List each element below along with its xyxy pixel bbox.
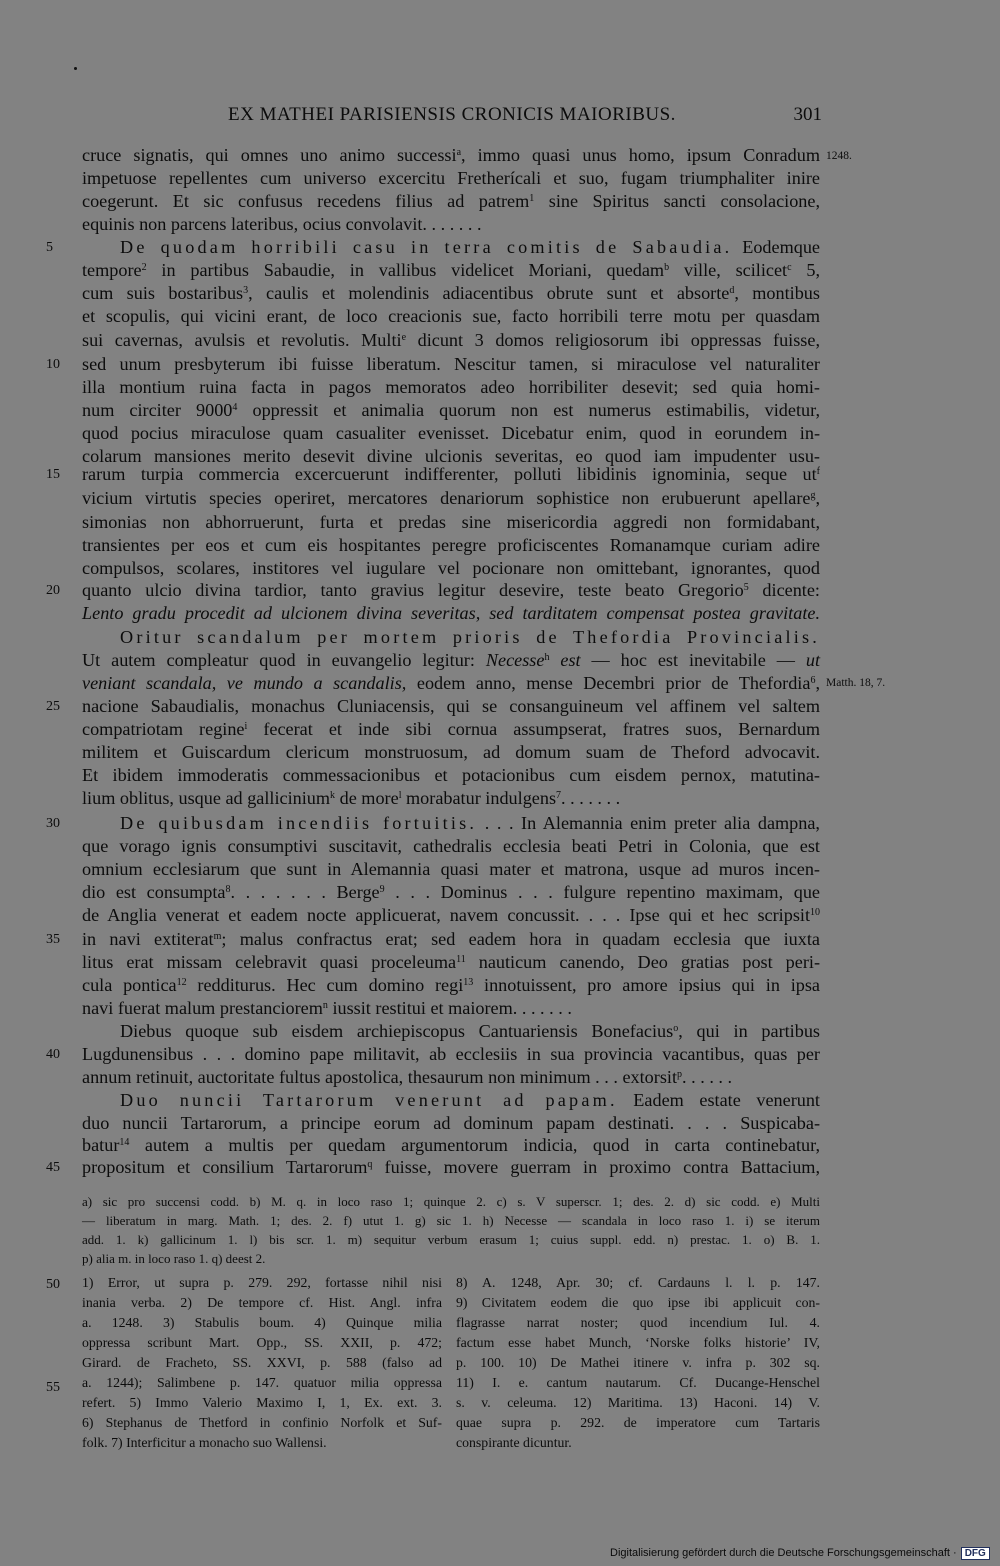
text-line: militem et Guiscardum clericum monstruosum, ad domum suam de Theford advocavit.: [82, 742, 820, 762]
section-heading-line: De quodam horribili casu in terra comitis de Sabaudia. Eodemque: [120, 237, 820, 257]
text-line: Diebus quoque sub eisdem archiepiscopus Cantuariensis Bonefacius$^o$, qui in partibus: [120, 1021, 821, 1041]
footnote-line: 1) Error, ut supra p. 279. 292, fortasse nihil nisi: [82, 1275, 442, 1290]
text-line: in navi extiterat$^m$; malus confractus erat; sed eadem hora in quadam ecclesia que iuxta: [82, 929, 820, 949]
section-heading: De quodam horribili casu in terra comitis de Sabaudia.: [120, 237, 733, 257]
footnote-line: flagrasse narrat noster; quod incendium Iul. 4.: [456, 1315, 820, 1330]
footnote-line: folk. 7) Interficitur a monacho suo Wallensi.: [82, 1435, 327, 1450]
digitization-credit: [610, 1547, 990, 1560]
line-number: 35: [46, 932, 60, 947]
text-line: Et ibidem immoderatis commessacionibus et potacionibus cum eisdem pernox, matutina-: [82, 765, 820, 785]
text-line: equinis non parcens lateribus, ocius convolavit. . . . . . .: [82, 214, 482, 234]
line-number: 55: [46, 1380, 60, 1395]
footnote-line: 11) I. e. cantum nautarum. Cf. Ducange-Henschel: [456, 1375, 820, 1390]
line-number: 25: [46, 699, 60, 714]
line-number: 50: [46, 1277, 60, 1292]
line-number: 5: [46, 240, 53, 255]
text-line: cula pontica$^{12}$ redditurus. Hec cum domino regi$^{13}$ innotuissent, pro amore ipsius qui in ipsa: [82, 975, 820, 995]
footnote-line: p. 100. 10) De Mathei itinere v. infra p. 302 sq.: [456, 1355, 820, 1370]
text-line: batur$^{14}$ autem a multis per quedam argumentorum indicia, quod in carta continebatur,: [82, 1135, 820, 1155]
running-title: EX MATHEI PARISIENSIS CRONICIS MAIORIBUS.: [228, 104, 676, 125]
text-line: de Anglia venerat et eadem nocte applicuerat, navem concussit. . . . Ipse qui et hec scripsit$^{10}$: [82, 905, 820, 925]
section-heading: De quibusdam incendiis fortuitis.: [120, 813, 478, 833]
footnote-line: quae supra p. 292. de imperatore cum Tartaris: [456, 1415, 820, 1430]
text-line: simonias non abhorruerunt, furta et predas sine misericordia aggredi non formidabant,: [82, 512, 820, 532]
text-line: colarum mansiones merito desevit divine ulcionis severitas, eo quod iam impudenter usu-: [82, 446, 820, 466]
footnote-line: refert. 5) Immo Valerio Maximo I, 1, Ex. ext. 3.: [82, 1395, 442, 1410]
text-line: litus erat missam celebravit quasi proceleuma$^{11}$ nauticum canendo, Deo gratias post peri-: [82, 952, 821, 972]
footnote-line: 9) Civitatem eodem die quo ipse ibi applicuit con-: [456, 1295, 820, 1310]
section-heading-line: Duo nuncii Tartarorum venerunt ad papam. Eadem estate venerunt: [120, 1090, 820, 1110]
apparatus-line: add. 1. k) gallicinum 1. l) bis scr. 1. m) sequitur verbum erasum 1; cuius suppl. edd. n) prestac. 1. o) B. 1.: [82, 1232, 820, 1247]
line-number: 40: [46, 1047, 60, 1062]
page-number: 301: [793, 104, 822, 125]
text-line: omnium ecclesiarum que sunt in Alemannia quasi mater et matrona, usque ad muros incen-: [82, 859, 820, 879]
text-line: rarum turpia commercia excercuerunt indifferenter, polluti libidinis ignominia, seque $ut^f$: [82, 464, 820, 484]
text-line: impetuose repellentes cum universo excercitu Fretherícali et suo, fugam triumphaliter inire: [82, 168, 820, 188]
text-line: num circiter 9000$^4$ oppressit et animalia quorum non est numerus estimabilis, videtur,: [82, 400, 820, 420]
text-line: Ut autem compleatur quod in euvangelio legitur: Necesse$^h$ est — hoc est inevitabile — ut: [82, 650, 820, 670]
text-line: compulsos, scolares, institores vel iugulare vel pocionare non omittebant, ignorantes, quod: [82, 558, 820, 578]
credit-text: Digitalisierung gefördert durch die Deutsche Forschungsgemeinschaft ·: [610, 1547, 957, 1559]
text-line: compatriotam regine$^i$ fecerat et inde sibi cornua assumpserat, fratres suos, Bernardum: [82, 719, 821, 739]
margin-bible-ref: Matth. 18, 7.: [826, 677, 886, 689]
text-line: dio est consumpta$^8$. . . . . . . Berge$^9$ . . . Dominus . . . fulgure repentino maximam, que: [82, 882, 820, 902]
text-line: coegerunt. Et sic confusus recedens filius ad patrem$^1$ sine Spiritus sancti consolacione,: [82, 191, 820, 211]
footnote-line: a. 1244); Salimbene p. 147. quatuor milia oppressa: [82, 1375, 442, 1390]
line-number: 15: [46, 467, 60, 482]
line-number: 30: [46, 816, 60, 831]
text-line: quanto ulcio divina tardior, tanto gravius legitur desevire, teste beato Gregorio$^5$ dicente:: [82, 580, 820, 600]
footnote-line: 6) Stephanus de Thetford in confinio Norfolk et Suf-: [82, 1415, 442, 1430]
text-line: annum retinuit, auctoritate fultus apostolica, thesaurum non minimum . . . extorsit$^p$. . . . . .: [82, 1067, 733, 1087]
page-header: [82, 104, 822, 128]
text-line: et scopulis, qui vicini erant, de loco creacionis sue, facto horribili terre motu per quasdam: [82, 306, 820, 326]
footnote-line: 8) A. 1248, Apr. 30; cf. Cardauns l. l. p. 147.: [456, 1275, 820, 1290]
section-heading: Duo nuncii Tartarorum venerunt ad papam.: [120, 1090, 618, 1110]
line-number: 45: [46, 1160, 60, 1175]
quotation-line: Lento gradu procedit ad ulcionem divina severitas, sed tarditatem compensat postea gravitate.: [82, 603, 820, 623]
footnote-line: Girard. de Fracheto, SS. XXVI, p. 588 (falso ad: [82, 1355, 442, 1370]
text-line: Lugdunensibus . . . domino pape militavit, ab ecclesiis in sua provincia vacantibus, quas per: [82, 1044, 820, 1064]
apparatus-line: a) sic pro succensi codd. b) M. q. in loco raso 1; quinque 2. c) s. V superscr. 1; des. 2. d) sic codd. e) Multi: [82, 1194, 820, 1209]
text-line: lium oblitus, usque ad gallicinium$^k$ de more$^l$ morabatur indulgens$^7$. . . . . . .: [82, 788, 621, 808]
apparatus-line: — liberatum in marg. Math. 1; des. 2. f) utut 1. g) sic 1. h) Necesse — scandala in loco raso 1. i) se iterum: [82, 1213, 820, 1228]
footnote-line: conspirante dicuntur.: [456, 1435, 572, 1450]
section-heading: Oritur scandalum per mortem prioris de Thefordia Provincialis.: [120, 627, 820, 647]
footnote-line: a. 1248. 3) Stabulis boum. 4) Quinque milia: [82, 1315, 442, 1330]
text-line: quod pocius miraculose quam casualiter evenisset. Dicebatur enim, quod in eorundem in-: [82, 423, 820, 443]
footnote-line: inania verba. 2) De tempore cf. Hist. Angl. infra: [82, 1295, 442, 1310]
section-heading-line: De quibusdam incendiis fortuitis. . . . In Alemannia enim preter alia dampna,: [120, 813, 820, 833]
text-line: cum suis bostaribus$^3$, caulis et molendinis adiacentibus obrute sunt et absorte$^d$, montibus: [82, 283, 820, 303]
line-number: 10: [46, 357, 60, 372]
footnote-line: oppressa scribunt Mart. Opp., SS. XXII, p. 472;: [82, 1335, 442, 1350]
line-number: 20: [46, 583, 60, 598]
text-line: que vorago ignis consumptivi suscitavit, cathedralis ecclesia beati Petri in Colonia, que est: [82, 836, 820, 856]
text-line: cruce signatis, qui omnes uno animo successi$^a$, immo quasi unus homo, ipsum Conradum: [82, 145, 820, 165]
text-line: vicium virtutis species operiret, mercatores denariorum sophistice non erubuerunt apellare$^g$,: [82, 488, 820, 508]
text-line: duo nuncii Tartarorum, a principe eorum ad dominum papam destinati. . . . Suspicaba-: [82, 1113, 820, 1133]
text-line: illa montium ruina facta in pagos memoratos adeo horribiliter desevit; sed quia homi-: [82, 377, 820, 397]
margin-year: 1248.: [826, 150, 852, 162]
text-line: navi fuerat malum prestanciorem$^n$ iussit restitui et maiorem. . . . . . .: [82, 998, 572, 1018]
text-line: transientes per eos et cum eis hospitantes peregre proficiscentes Romanamque curiam adire: [82, 535, 820, 555]
text-line: tempore$^2$ in partibus Sabaudie, in vallibus videlicet Moriani, quedam$^b$ ville, scilicet$^c$ 5,: [82, 260, 820, 280]
text-line: veniant scandala, ve mundo a scandalis, eodem anno, mense Decembri prior de Thefordia$^6$,: [82, 673, 820, 693]
text-line: sed unum presbyterum ibi fuisse liberatum. Nescitur tamen, si miraculose vel naturaliter: [82, 354, 820, 374]
footnote-line: factum esse habet Munch, ‘Norske folks historie’ IV,: [456, 1335, 820, 1350]
text-line: sui cavernas, avulsis et revolutis. Multi$^e$ dicunt 3 domos religiosorum ibi oppressas fuisse,: [82, 330, 820, 350]
apparatus-line: p) alia m. in loco raso 1. q) deest 2.: [82, 1251, 266, 1266]
text-line: propositum et consilium Tartarorum$^q$ fuisse, movere guerram in proximo contra Battacium,: [82, 1157, 821, 1177]
footnote-line: s. v. celeuma. 12) Maritima. 13) Haconi. 14) V.: [456, 1395, 820, 1410]
text-line: nacione Sabaudialis, monachus Cluniacensis, qui se consanguineum vel affinem vel saltem: [82, 696, 820, 716]
section-heading-line: [120, 626, 820, 650]
speck: [74, 67, 77, 70]
dfg-logo: DFG: [961, 1547, 990, 1560]
